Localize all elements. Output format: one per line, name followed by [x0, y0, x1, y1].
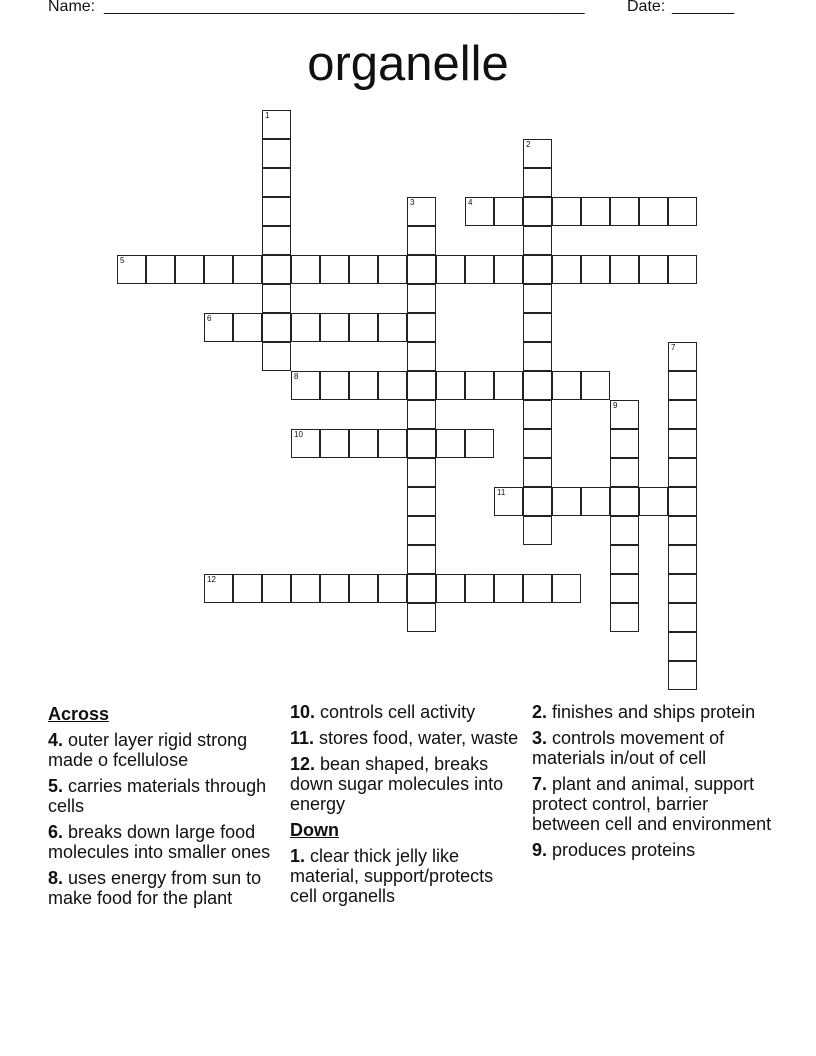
crossword-cell[interactable]	[407, 400, 436, 429]
crossword-cell[interactable]	[407, 371, 436, 400]
crossword-cell[interactable]	[668, 371, 697, 400]
crossword-cell[interactable]	[465, 371, 494, 400]
crossword-cell[interactable]	[436, 429, 465, 458]
crossword-cell[interactable]	[465, 197, 494, 226]
page-title: organelle	[307, 37, 509, 91]
crossword-cell[interactable]	[320, 429, 349, 458]
crossword-cell[interactable]	[494, 487, 523, 516]
clue-number: 1.	[290, 846, 306, 866]
crossword-cell[interactable]	[523, 139, 552, 168]
crossword-cell[interactable]	[668, 255, 697, 284]
clue-number-label: 5	[120, 256, 125, 265]
crossword-cell[interactable]	[494, 255, 523, 284]
clues-column-1	[48, 702, 280, 914]
crossword-cell[interactable]	[639, 255, 668, 284]
crossword-cell[interactable]	[668, 400, 697, 429]
clue-number: 3.	[532, 728, 548, 748]
crossword-cell[interactable]	[523, 429, 552, 458]
clue-number: 6.	[48, 822, 64, 842]
crossword-cell[interactable]	[262, 255, 291, 284]
crossword-cell[interactable]	[291, 574, 320, 603]
name-field[interactable]: ______________________________________________________	[104, 0, 585, 15]
crossword-cell[interactable]	[668, 661, 697, 690]
crossword-cell[interactable]	[552, 487, 581, 516]
clue-across-5	[48, 776, 280, 816]
crossword-cell[interactable]	[262, 342, 291, 371]
crossword-cell[interactable]	[436, 255, 465, 284]
clue-text: outer layer rigid strong made o fcellulose	[48, 730, 248, 770]
clue-across-12	[290, 754, 522, 814]
crossword-cell[interactable]	[668, 545, 697, 574]
crossword-cell[interactable]	[407, 197, 436, 226]
crossword-cell[interactable]	[407, 603, 436, 632]
clue-number-label: 3	[410, 198, 415, 207]
crossword-cell[interactable]	[668, 574, 697, 603]
clue-number-label: 8	[294, 372, 299, 381]
crossword-cell[interactable]	[233, 313, 262, 342]
clue-number-label: 1	[265, 111, 270, 120]
crossword-cell[interactable]	[262, 574, 291, 603]
clue-text: breaks down large food molecules into smaller ones	[48, 822, 271, 862]
crossword-cell[interactable]	[349, 313, 378, 342]
crossword-cell[interactable]	[581, 197, 610, 226]
crossword-cell[interactable]	[465, 255, 494, 284]
down-heading: Down	[290, 820, 339, 840]
crossword-cell[interactable]	[523, 226, 552, 255]
crossword-cell[interactable]	[320, 574, 349, 603]
crossword-cell[interactable]	[552, 574, 581, 603]
clue-number: 7.	[532, 774, 548, 794]
clue-text: plant and animal, support protect control, barrier between cell and environment	[532, 774, 772, 834]
crossword-cell[interactable]	[610, 197, 639, 226]
crossword-cell[interactable]	[581, 371, 610, 400]
across-heading: Across	[48, 704, 110, 724]
crossword-cell[interactable]	[291, 371, 320, 400]
clue-across-10	[290, 702, 522, 722]
crossword-cell[interactable]	[523, 400, 552, 429]
clue-number: 4.	[48, 730, 64, 750]
clue-number: 11.	[290, 728, 315, 748]
crossword-cell[interactable]	[378, 313, 407, 342]
clue-number: 12.	[290, 754, 316, 774]
crossword-cell[interactable]	[262, 197, 291, 226]
clue-number-label: 7	[671, 343, 676, 352]
crossword-cell[interactable]	[262, 284, 291, 313]
crossword-cell[interactable]	[523, 255, 552, 284]
crossword-cell[interactable]	[552, 255, 581, 284]
clue-number: 9.	[532, 840, 548, 860]
clue-number-label: 2	[526, 140, 531, 149]
crossword-cell[interactable]	[262, 110, 291, 139]
crossword-cell[interactable]	[407, 574, 436, 603]
clue-number-label: 11	[497, 488, 506, 497]
crossword-cell[interactable]	[523, 284, 552, 313]
date-field[interactable]: _______	[672, 0, 735, 15]
crossword-cell[interactable]	[581, 255, 610, 284]
crossword-cell[interactable]	[349, 255, 378, 284]
clue-number: 8.	[48, 868, 64, 888]
crossword-cell[interactable]	[233, 255, 262, 284]
crossword-cell[interactable]	[436, 574, 465, 603]
clue-text: finishes and ships protein	[547, 702, 756, 722]
crossword-cell[interactable]	[204, 313, 233, 342]
name-label: Name:	[48, 0, 96, 15]
crossword-cell[interactable]	[204, 255, 233, 284]
crossword-cell[interactable]	[552, 371, 581, 400]
crossword-cell[interactable]	[523, 458, 552, 487]
crossword-cell[interactable]	[494, 371, 523, 400]
crossword-cell[interactable]	[204, 574, 233, 603]
crossword-cell[interactable]	[668, 632, 697, 661]
crossword-cell[interactable]	[610, 487, 639, 516]
clue-number: 5.	[48, 776, 64, 796]
clue-number: 10.	[290, 702, 316, 722]
crossword-cell[interactable]	[668, 429, 697, 458]
crossword-cell[interactable]	[668, 603, 697, 632]
crossword-cell[interactable]	[552, 197, 581, 226]
clue-down-3	[532, 728, 772, 768]
crossword-cell[interactable]	[175, 255, 204, 284]
crossword-cell[interactable]	[378, 574, 407, 603]
clue-number-label: 9	[613, 401, 618, 410]
crossword-cell[interactable]	[233, 574, 262, 603]
clue-text: bean shaped, breaks down sugar molecules into energy	[290, 754, 504, 814]
crossword-cell[interactable]	[523, 313, 552, 342]
crossword-cell[interactable]	[407, 226, 436, 255]
crossword-cell[interactable]	[117, 255, 146, 284]
clue-number-label: 10	[294, 430, 303, 439]
crossword-cell[interactable]	[407, 487, 436, 516]
crossword-cell[interactable]	[349, 429, 378, 458]
clue-down-9	[532, 840, 772, 860]
crossword-cell[interactable]	[610, 516, 639, 545]
clue-text: produces proteins	[547, 840, 696, 860]
crossword-cell[interactable]	[668, 458, 697, 487]
clue-number-label: 12	[207, 575, 216, 584]
crossword-cell[interactable]	[407, 255, 436, 284]
crossword-cell[interactable]	[610, 458, 639, 487]
crossword-cell[interactable]	[407, 313, 436, 342]
clue-text: controls cell activity	[315, 702, 476, 722]
crossword-cell[interactable]	[668, 197, 697, 226]
clue-text: stores food, water, waste	[314, 728, 519, 748]
crossword-cell[interactable]	[610, 545, 639, 574]
clue-text: controls movement of materials in/out of cell	[532, 728, 725, 768]
crossword-cell[interactable]	[291, 313, 320, 342]
crossword-cell[interactable]	[668, 516, 697, 545]
crossword-cell[interactable]	[320, 255, 349, 284]
crossword-cell[interactable]	[407, 458, 436, 487]
clue-number: 2.	[532, 702, 548, 722]
crossword-cell[interactable]	[320, 371, 349, 400]
crossword-cell[interactable]	[262, 168, 291, 197]
clues-column-3	[532, 702, 772, 866]
crossword-cell[interactable]	[407, 516, 436, 545]
crossword-cell[interactable]	[523, 168, 552, 197]
date-label: Date:	[627, 0, 666, 15]
clues-column-2	[290, 702, 522, 912]
crossword-cell[interactable]	[291, 429, 320, 458]
crossword-cell[interactable]	[378, 255, 407, 284]
crossword-cell[interactable]	[349, 574, 378, 603]
crossword-cell[interactable]	[407, 342, 436, 371]
crossword-cell[interactable]	[494, 197, 523, 226]
crossword-cell[interactable]	[581, 487, 610, 516]
crossword-cell[interactable]	[523, 487, 552, 516]
clue-text: uses energy from sun to make food for the plant	[48, 868, 262, 908]
crossword-cell[interactable]	[378, 371, 407, 400]
crossword-cell[interactable]	[262, 226, 291, 255]
crossword-cell[interactable]	[291, 255, 320, 284]
crossword-cell[interactable]	[146, 255, 175, 284]
crossword-cell[interactable]	[668, 342, 697, 371]
crossword-cell[interactable]	[407, 284, 436, 313]
crossword-cell[interactable]	[639, 197, 668, 226]
clue-down-2	[532, 702, 772, 722]
crossword-cell[interactable]	[407, 429, 436, 458]
crossword-cell[interactable]	[262, 313, 291, 342]
crossword-cell[interactable]	[320, 313, 349, 342]
crossword-cell[interactable]	[523, 197, 552, 226]
crossword-cell[interactable]	[610, 255, 639, 284]
crossword-cell[interactable]	[523, 371, 552, 400]
crossword-cell[interactable]	[262, 139, 291, 168]
clue-across-11	[290, 728, 522, 748]
crossword-cell[interactable]	[610, 400, 639, 429]
clue-across-6	[48, 822, 280, 862]
crossword-cell[interactable]	[668, 487, 697, 516]
crossword-cell[interactable]	[465, 574, 494, 603]
crossword-cell[interactable]	[610, 574, 639, 603]
crossword-cell[interactable]	[349, 371, 378, 400]
clue-number-label: 4	[468, 198, 473, 207]
crossword-cell[interactable]	[436, 371, 465, 400]
clue-across-4	[48, 730, 280, 770]
crossword-cell[interactable]	[523, 342, 552, 371]
crossword-cell[interactable]	[523, 516, 552, 545]
crossword-cell[interactable]	[639, 487, 668, 516]
clue-down-7	[532, 774, 772, 834]
crossword-cell[interactable]	[465, 429, 494, 458]
clue-text: carries materials through cells	[48, 776, 267, 816]
crossword-cell[interactable]	[523, 574, 552, 603]
crossword-cell[interactable]	[610, 603, 639, 632]
crossword-cell[interactable]	[494, 574, 523, 603]
clue-text: clear thick jelly like material, support/protects cell organells	[290, 846, 494, 906]
clue-down-1	[290, 846, 522, 906]
crossword-cell[interactable]	[407, 545, 436, 574]
clue-number-label: 6	[207, 314, 212, 323]
crossword-cell[interactable]	[610, 429, 639, 458]
crossword-cell[interactable]	[378, 429, 407, 458]
clue-across-8	[48, 868, 280, 908]
